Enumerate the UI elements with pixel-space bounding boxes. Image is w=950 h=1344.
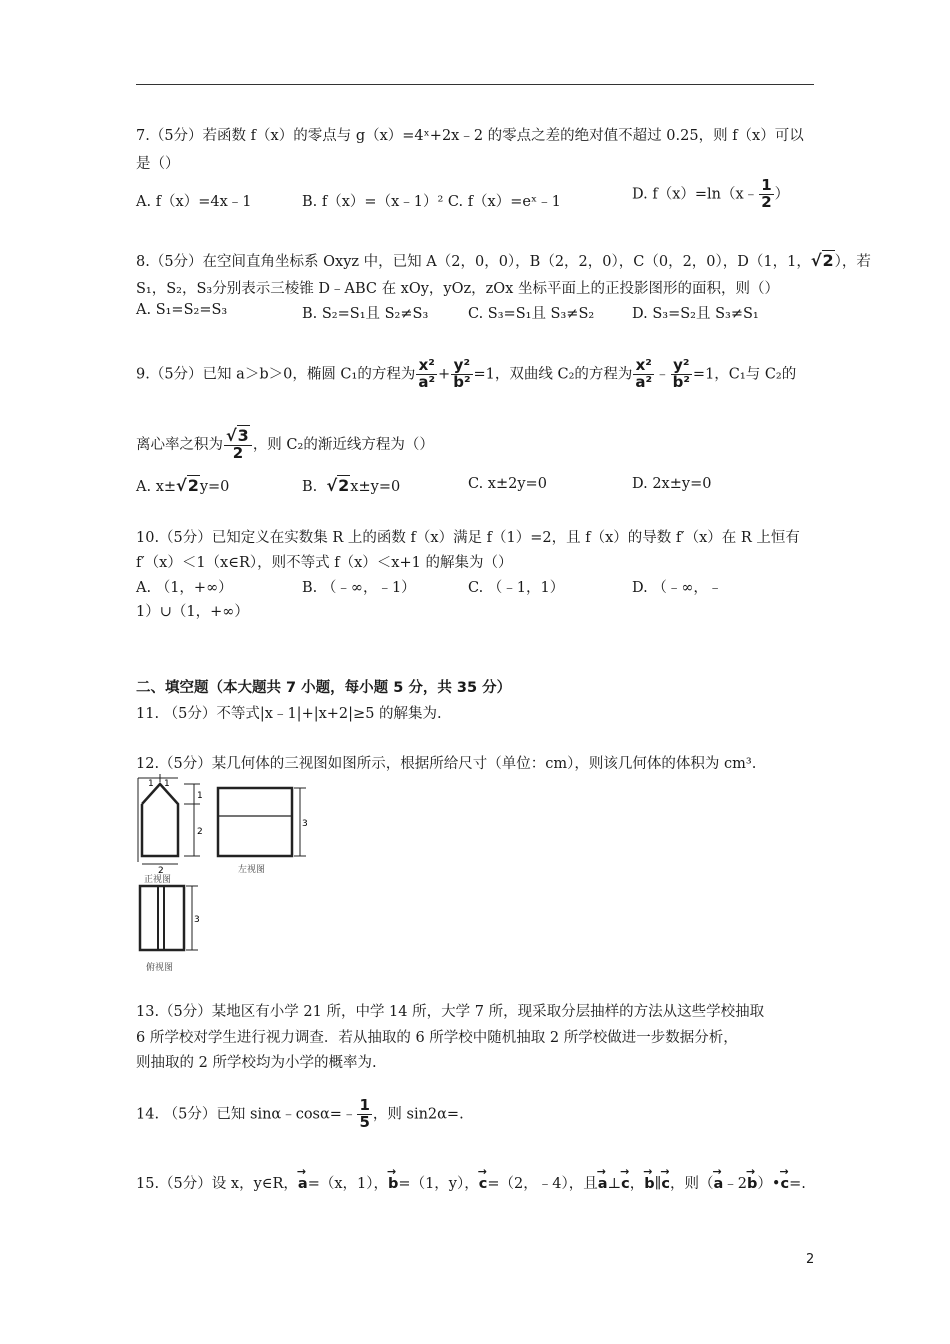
q8-option-d: D. S₃=S₂且 S₃≠S₁ xyxy=(632,306,759,322)
q8-line2: S₁，S₂，S₃分别表示三棱锥 D﹣ABC 在 xOy，yOz，zOx 坐标平面上的正投影图形的面积，则（） xyxy=(136,281,779,297)
q7-line2: 是（） xyxy=(136,156,180,172)
q10-option-a: A. （1，+∞） xyxy=(136,580,233,596)
q10-line1: 10.（5分）已知定义在实数集 R 上的函数 f（x）满足 f（1）=2，且 f（x）的导数 f′（x）在 R 上恒有 xyxy=(136,530,800,546)
dim-label: 3 xyxy=(302,819,308,829)
q9-option-d: D. 2x±y=0 xyxy=(632,476,712,492)
q10-option-d-cont: 1）∪（1，+∞） xyxy=(136,604,249,620)
q9-line2: 离心率之积为 $\frac{√3}{2}$ ，则 C₂的渐近线方程为（） xyxy=(136,426,434,462)
q10-line2: f′（x）＜1（x∈R），则不等式 f（x）＜x+1 的解集为（） xyxy=(136,555,513,571)
dim-label: 1 xyxy=(148,779,154,789)
q7-d-denominator: 2 xyxy=(761,192,772,211)
q7-option-a: A. f（x）=4x﹣1 xyxy=(136,194,252,210)
q9-line1: 9.（5分）已知 a＞b＞0，椭圆 C₁的方程为 $\frac{\text{x²}}{\text{a²}}$ + $\frac{\text{y²}}{\text{b²}}$ =1，双曲线 C₂的方程为 $\frac{\text{x²}}{\text{a²}}$ ﹣ $\frac{\text{y²}}{\text{b²}}$ =1，C₁与 C₂的 xyxy=(136,356,797,391)
q9-option-b: B. √2x±y=0 xyxy=(302,476,401,495)
page-number: 2 xyxy=(806,1252,815,1267)
dim-label: 2 xyxy=(158,866,164,876)
sqrt-symbol: √3 xyxy=(226,426,249,445)
q15-line: 15.（5分）设 x，y∈R，→ a=（x，1），→ b=（1，y），→ c=（2，﹣4），且→ a⊥→ c，→ b∥→ c，则（→ a﹣2→ b）•→ c=. xyxy=(136,1172,806,1193)
front-view-caption: 正视图 xyxy=(144,875,172,885)
q13-line2: 6 所学校对学生进行视力调查．若从抽取的 6 所学校中随机抽取 2 所学校做进一步数据分析， xyxy=(136,1030,738,1046)
dim-label: 3 xyxy=(194,915,200,925)
sqrt-symbol: √2 xyxy=(810,251,834,270)
q9-option-a: A. x±√2y=0 xyxy=(136,476,230,495)
q10-option-d: D. （﹣∞，﹣ xyxy=(632,580,723,596)
q7-option-b-c: B. f（x）=（x﹣1）² C. f（x）=eˣ﹣1 xyxy=(302,194,561,210)
q7-option-d: D. f（x）=ln（x﹣ $\frac{1}{2}$ ） xyxy=(632,176,790,211)
dim-label: 1 xyxy=(164,779,170,789)
q8-option-c: C. S₃=S₁且 S₃≠S₂ xyxy=(468,306,595,322)
q12-line: 12.（5分）某几何体的三视图如图所示，根据所给尺寸（单位：cm），则该几何体的体积为 cm³. xyxy=(136,756,757,772)
q8-line1: 8.（5分）在空间直角坐标系 Oxyz 中，已知 A（2，0，0），B（2，2，0），C（0，2，0），D（1，1，√2），若 xyxy=(136,251,871,270)
header-rule xyxy=(136,84,814,85)
side-view-caption: 俯视图 xyxy=(146,963,174,973)
q7-line1: 7.（5分）若函数 f（x）的零点与 g（x）=4ˣ+2x﹣2 的零点之差的绝对值不超过 0.25，则 f（x）可以 xyxy=(136,128,804,144)
dim-label: 1 xyxy=(197,791,203,801)
q11-line: 11. （5分）不等式|x﹣1|+|x+2|≥5 的解集为. xyxy=(136,706,442,722)
dim-label: 2 xyxy=(197,827,203,837)
side-view-figure xyxy=(136,884,206,956)
top-view-caption: 左视图 xyxy=(238,865,266,875)
q8-option-a: A. S₁=S₂=S₃ xyxy=(136,302,228,318)
q10-option-c: C. （﹣1，1） xyxy=(468,580,565,596)
q8-option-b: B. S₂=S₁且 S₂≠S₃ xyxy=(302,306,429,322)
section-heading: 二、填空题（本大题共 7 小题，每小题 5 分，共 35 分） xyxy=(136,680,512,696)
q10-option-b: B. （﹣∞，﹣1） xyxy=(302,580,416,596)
q9-option-c: C. x±2y=0 xyxy=(468,476,547,492)
q13-line1: 13.（5分）某地区有小学 21 所，中学 14 所，大学 7 所，现采取分层抽样的方法从这些学校抽取 xyxy=(136,1004,765,1020)
front-view-figure xyxy=(136,772,316,882)
q7-d-numerator: 1 xyxy=(761,176,772,194)
q13-line3: 则抽取的 2 所学校均为小学的概率为. xyxy=(136,1055,377,1071)
q14-line: 14. （5分）已知 sinα﹣cosα=﹣ $\frac{1}{5}$ ，则 sin2α=. xyxy=(136,1096,464,1131)
